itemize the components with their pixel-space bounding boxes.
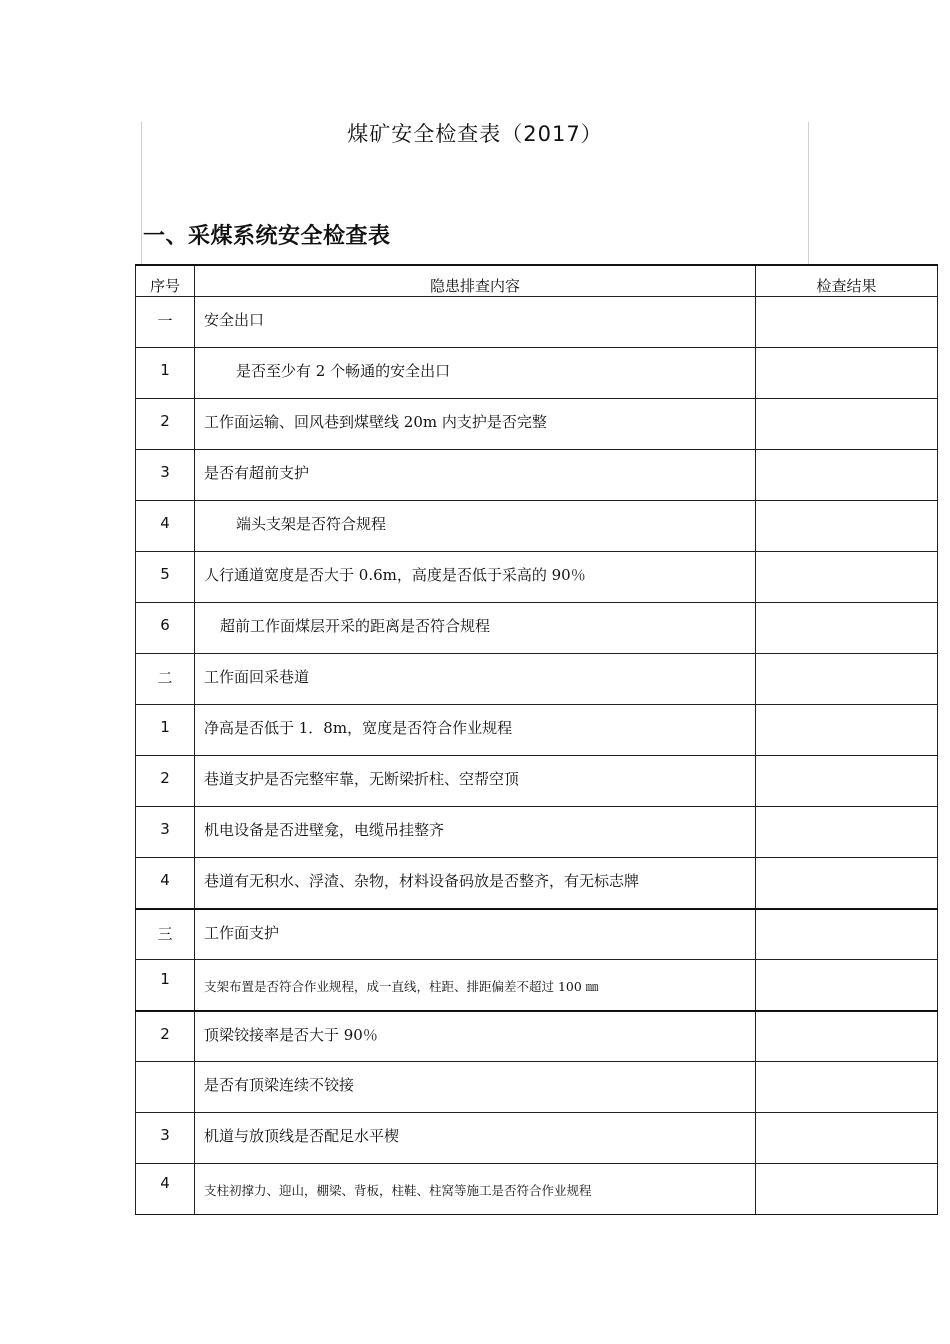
- row-index: 一: [136, 297, 195, 348]
- row-index: 5: [136, 552, 195, 603]
- row-result[interactable]: [756, 858, 938, 909]
- row-content: 机电设备是否进壁龛，电缆吊挂整齐: [195, 807, 756, 858]
- row-index: 1: [136, 348, 195, 399]
- row-index: 1: [136, 705, 195, 756]
- row-index: 3: [136, 807, 195, 858]
- header-index: 序号: [136, 265, 195, 297]
- row-result[interactable]: [756, 756, 938, 807]
- row-result[interactable]: [756, 1113, 938, 1164]
- row-result[interactable]: [756, 552, 938, 603]
- row-result[interactable]: [756, 297, 938, 348]
- row-index: 3: [136, 1113, 195, 1164]
- row-content: 支架布置是否符合作业规程，成一直线，柱距、排距偏差不超过 100 ㎜: [195, 960, 756, 1011]
- row-result[interactable]: [756, 603, 938, 654]
- row-content: 顶梁铰接率是否大于 90％: [195, 1011, 756, 1062]
- table-row: [136, 1011, 938, 1062]
- row-content: 人行通道宽度是否大于 0.6m，高度是否低于采高的 90％: [195, 552, 756, 603]
- row-content: 端头支架是否符合规程: [195, 501, 756, 552]
- row-index: 3: [136, 450, 195, 501]
- table-row: [136, 603, 938, 654]
- row-index: 4: [136, 1164, 195, 1215]
- row-content: 工作面回采巷道: [195, 654, 756, 705]
- row-result[interactable]: [756, 450, 938, 501]
- row-result[interactable]: [756, 654, 938, 705]
- row-content: 是否有顶梁连续不铰接: [195, 1062, 756, 1113]
- table-row: [136, 807, 938, 858]
- row-content: 超前工作面煤层开采的距离是否符合规程: [195, 603, 756, 654]
- row-content: 工作面运输、回风巷到煤壁线 20m 内支护是否完整: [195, 399, 756, 450]
- row-index: 2: [136, 756, 195, 807]
- table-row: [136, 297, 938, 348]
- table-row: [136, 552, 938, 603]
- row-index: 二: [136, 654, 195, 705]
- row-index: 2: [136, 399, 195, 450]
- row-result[interactable]: [756, 399, 938, 450]
- row-result[interactable]: [756, 909, 938, 960]
- table-row: [136, 960, 938, 1011]
- table-row: [136, 348, 938, 399]
- table-row: [136, 1062, 938, 1113]
- row-result[interactable]: [756, 1164, 938, 1215]
- table-row: [136, 909, 938, 960]
- row-content: 巷道有无积水、浮渣、杂物，材料设备码放是否整齐，有无标志牌: [195, 858, 756, 909]
- table-row: [136, 858, 938, 909]
- row-result[interactable]: [756, 1062, 938, 1113]
- row-result[interactable]: [756, 960, 938, 1011]
- row-result[interactable]: [756, 807, 938, 858]
- row-content: 是否有超前支护: [195, 450, 756, 501]
- header-content: 隐患排查内容: [195, 265, 756, 297]
- table-row: [136, 1113, 938, 1164]
- row-content: 机道与放顶线是否配足水平楔: [195, 1113, 756, 1164]
- row-index: [136, 1062, 195, 1113]
- header-result: 检查结果: [756, 265, 938, 297]
- table-row: [136, 705, 938, 756]
- row-index: 三: [136, 909, 195, 960]
- row-index: 6: [136, 603, 195, 654]
- table-row: [136, 756, 938, 807]
- table-row: [136, 501, 938, 552]
- document-title: 煤矿安全检查表（2017）: [347, 122, 603, 146]
- table-header-row: [136, 265, 938, 297]
- row-index: 4: [136, 858, 195, 909]
- row-result[interactable]: [756, 705, 938, 756]
- table-row: [136, 654, 938, 705]
- row-content: 工作面支护: [195, 909, 756, 960]
- row-content: 支柱初撑力、迎山，棚梁、背板，柱鞋、柱窝等施工是否符合作业规程: [195, 1164, 756, 1215]
- section-title: 一、采煤系统安全检查表: [143, 224, 391, 249]
- row-content: 是否至少有 2 个畅通的安全出口: [195, 348, 756, 399]
- table-row: [136, 1164, 938, 1215]
- row-content: 净高是否低于 1．8m，宽度是否符合作业规程: [195, 705, 756, 756]
- inspection-table: [135, 264, 938, 1215]
- row-content: 巷道支护是否完整牢靠，无断梁折柱、空帮空顶: [195, 756, 756, 807]
- table-row: [136, 399, 938, 450]
- row-content: 安全出口: [195, 297, 756, 348]
- row-result[interactable]: [756, 348, 938, 399]
- row-index: 4: [136, 501, 195, 552]
- row-result[interactable]: [756, 501, 938, 552]
- row-result[interactable]: [756, 1011, 938, 1062]
- row-index: 1: [136, 960, 195, 1011]
- row-index: 2: [136, 1011, 195, 1062]
- table-row: [136, 450, 938, 501]
